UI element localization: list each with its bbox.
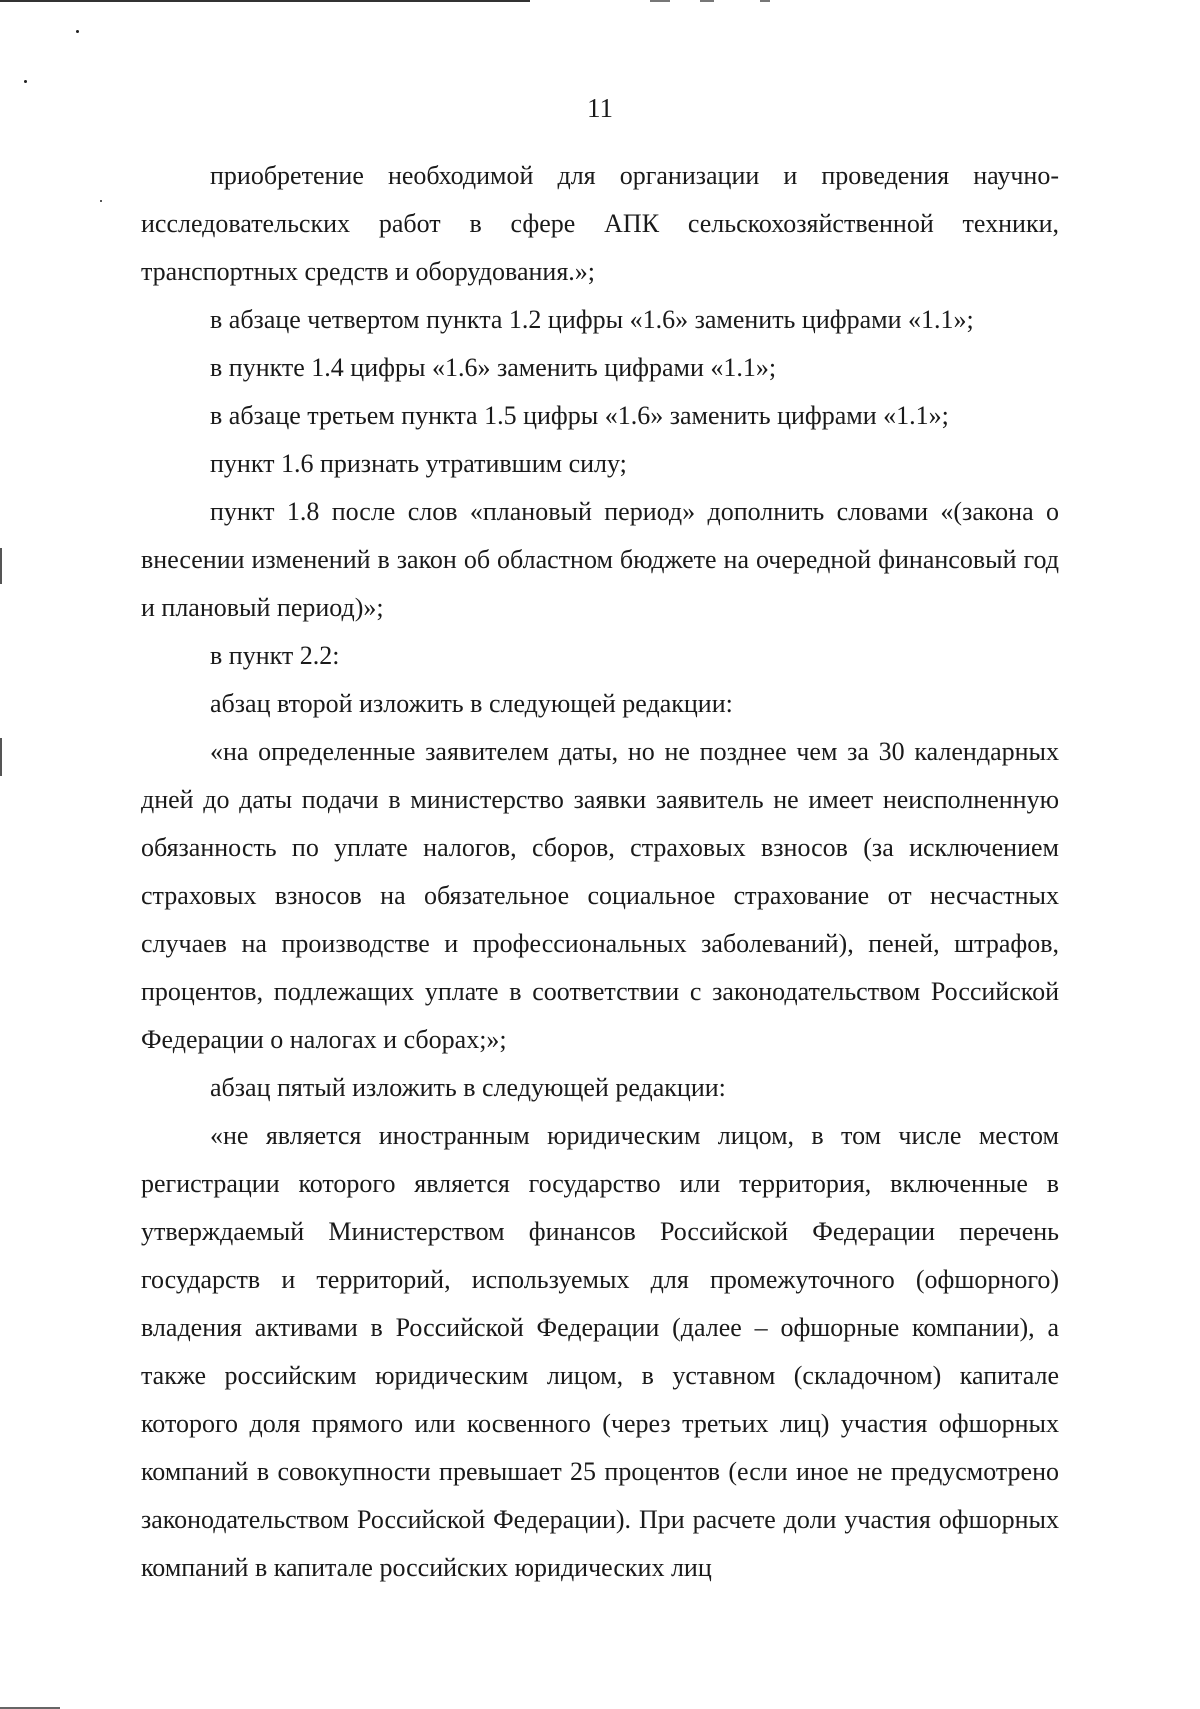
scan-edge-dash <box>760 0 770 2</box>
scan-edge-line <box>0 0 530 2</box>
paragraph: приобретение необходимой для организации и проведения научно-исследовательских работ в сфере АПК сельскохозяйственной техники, транспортных средств и оборудования.»; <box>141 161 1059 286</box>
paragraph: в абзаце четвертом пункта 1.2 цифры «1.6» заменить цифрами «1.1»; <box>210 305 974 334</box>
paragraph: в абзаце третьем пункта 1.5 цифры «1.6» заменить цифрами «1.1»; <box>210 401 949 430</box>
paragraph: пункт 1.6 признать утратившим силу; <box>210 449 627 478</box>
scan-edge-dash <box>650 0 670 2</box>
paragraph: «на определенные заявителем даты, но не позднее чем за 30 календарных дней до даты подачи в министерство заявки заявитель не имеет неисполненную обязанность по уплате налогов, сборов, страховых взносов (за исключением страховых взносов на обязательное социальное страхование от несчастных случаев на производстве и профессиональных заболеваний), пеней, штрафов, процентов, подлежащих уплате в соответствии с законодательством Российской Федерации о налогах и сборах;»; <box>141 737 1059 1054</box>
paragraph: абзац пятый изложить в следующей редакции: <box>210 1073 726 1102</box>
scan-speck <box>24 80 27 83</box>
scan-speck <box>76 30 79 33</box>
scan-margin-mark <box>0 548 2 584</box>
scan-edge-dash <box>700 0 714 2</box>
paragraph: абзац второй изложить в следующей редакции: <box>210 689 733 718</box>
paragraph: пункт 1.8 после слов «плановый период» дополнить словами «(закона о внесении изменений в закон об областном бюджете на очередной финансовый год и плановый период)»; <box>141 497 1059 622</box>
paragraph: «не является иностранным юридическим лицом, в том числе местом регистрации которого является государство или территория, включенные в утверждаемый Министерством финансов Российской Федерации перечень государств и территорий, используемых для промежуточного (офшорного) владения активами в Российской Федерации (далее – офшорные компании), а также российским юридическим лицом, в уставном (складочном) капитале которого доля прямого или косвенного (через третьих лиц) участия офшорных компаний в совокупности превышает 25 процентов (если иное не предусмотрено законодательством Российской Федерации). При расчете доли участия офшорных компаний в капитале российских юридических лиц <box>141 1121 1059 1582</box>
document-body <box>141 152 1059 1592</box>
page-number: 11 <box>587 93 613 123</box>
paragraph: в пункте 1.4 цифры «1.6» заменить цифрами «1.1»; <box>210 353 777 382</box>
scan-speck <box>100 200 102 202</box>
paragraph: в пункт 2.2: <box>210 641 340 670</box>
scan-margin-mark <box>0 738 2 776</box>
